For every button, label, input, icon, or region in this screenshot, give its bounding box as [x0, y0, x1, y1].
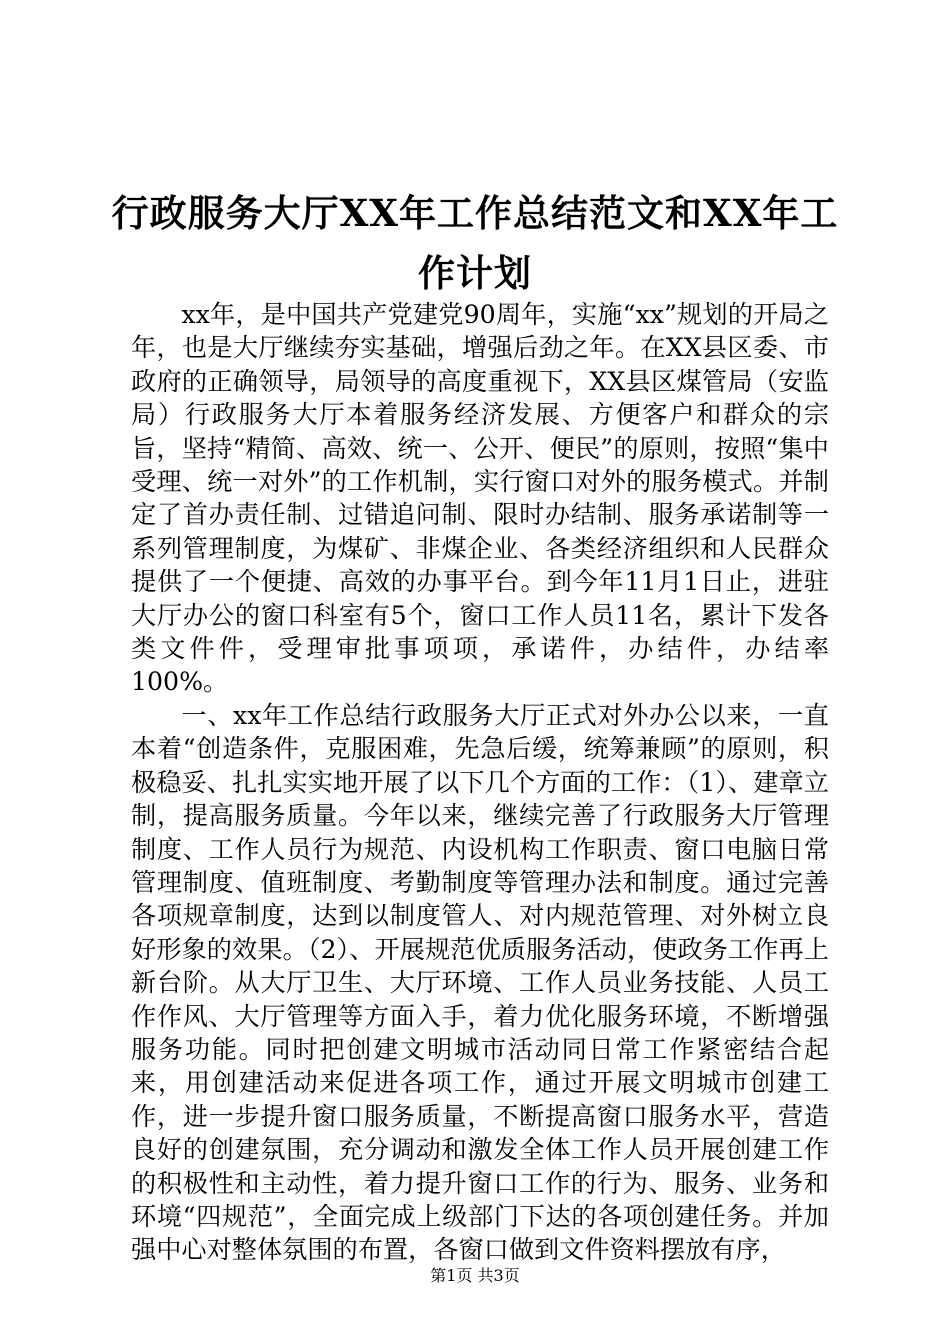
page-number: 第1页 共3页	[430, 1266, 520, 1285]
document-title: 行政服务大厅XX年工作总结范文和XX年工作计划	[111, 191, 839, 295]
paragraph: xx年，是中国共产党建党90周年，实施“xx”规划的开局之年，也是大厅继续夯实基础，增强后劲之年。在XX县区委、市政府的正确领导，局领导的高度重视下，XX县区煤管局（安监局）行政服务大厅本着服务经济发展、方便客户和群众的宗旨，坚持“精简、高效、统一、公开、便民”的原则，按照“集中受理、统一对外”的工作机制，实行窗口对外的服务模式。并制定了首办责任制、过错追问制、限时办结制、服务承诺制等一系列管理制度，为煤矿、非煤企业、各类经济组织和人民群众提供了一个便捷、高效的办事平台。到今年11月1日止，进驻大厅办公的窗口科室有5个，窗口工作人员11名，累计下发各类文件件，受理审批事项项，承诺件，办结件，办结率100%。	[131, 300, 829, 697]
paragraph: 一、xx年工作总结行政服务大厅正式对外办公以来，一直本着“创造条件，克服困难，先急后缓，统筹兼顾”的原则，积极稳妥、扎扎实实地开展了以下几个方面的工作：（1）、建章立制，提高服务质量。今年以来，继续完善了行政服务大厅管理制度、工作人员行为规范、内设机构工作职责、窗口电脑日常管理制度、值班制度、考勤制度等管理办法和制度。通过完善各项规章制度，达到以制度管人、对内规范管理、对外树立良好形象的效果。（2）、开展规范优质服务活动，使政务工作再上新台阶。从大厅卫生、大厅环境、工作人员业务技能、人员工作作风、大厅管理等方面入手，着力优化服务环境，不断增强服务功能。同时把创建文明城市活动同日常工作紧密结合起来，用创建活动来促进各项工作，通过开展文明城市创建工作，进一步提升窗口服务质量，不断提高窗口服务水平，营造良好的创建氛围，充分调动和激发全体工作人员开展创建工作的积极性和主动性，着力提升窗口工作的行为、服务、业务和环境“四规范”，全面完成上级部门下达的各项创建任务。并加强中心对整体氛围的布置，各窗口做到文件资料摆放有序，	[131, 700, 829, 1265]
document-body	[131, 298, 829, 1267]
